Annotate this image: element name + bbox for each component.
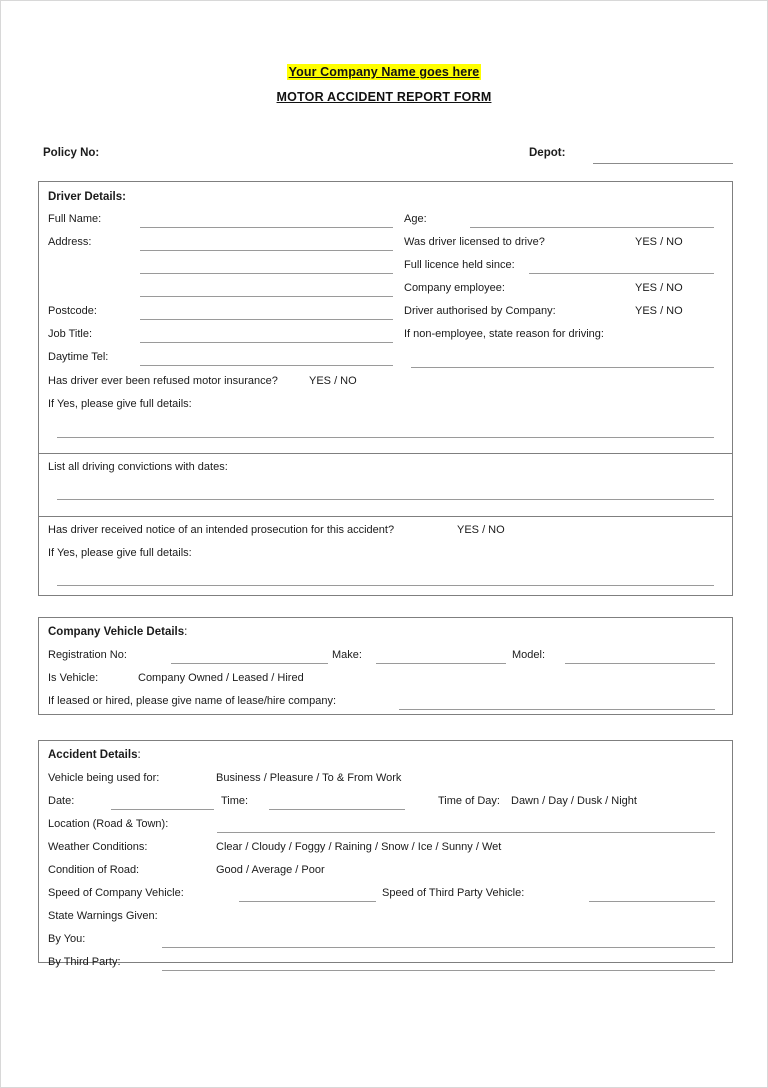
date-label: Date: xyxy=(48,795,75,807)
prosecution-details-line[interactable] xyxy=(57,585,714,586)
address-input-line-3[interactable] xyxy=(140,296,393,297)
location-label: Location (Road & Town): xyxy=(48,818,169,830)
daytime-tel-label: Daytime Tel: xyxy=(48,351,109,363)
postcode-label: Postcode: xyxy=(48,305,97,317)
lease-hire-company-label: If leased or hired, please give name of lease/hire company: xyxy=(48,695,336,707)
model-input-line[interactable] xyxy=(565,663,715,664)
by-third-party-input-line[interactable] xyxy=(162,970,715,971)
address-input-line-1[interactable] xyxy=(140,250,393,251)
full-name-label: Full Name: xyxy=(48,213,102,225)
licence-held-since-label: Full licence held since: xyxy=(404,259,515,271)
state-warnings-given-label: State Warnings Given: xyxy=(48,910,158,922)
company-vehicle-title-colon: : xyxy=(184,626,188,638)
registration-no-input-line[interactable] xyxy=(171,663,328,664)
address-input-line-2[interactable] xyxy=(140,273,393,274)
by-third-party-label: By Third Party: xyxy=(48,956,121,968)
form-title-text: MOTOR ACCIDENT REPORT FORM xyxy=(276,90,492,104)
refused-insurance-details-line[interactable] xyxy=(57,437,714,438)
company-vehicle-title xyxy=(48,626,187,638)
refused-insurance-details-label: If Yes, please give full details: xyxy=(48,398,192,410)
is-vehicle-label: Is Vehicle: xyxy=(48,672,99,684)
convictions-label: List all driving convictions with dates: xyxy=(48,461,228,473)
postcode-input-line[interactable] xyxy=(140,319,393,320)
document-header xyxy=(1,1,767,106)
job-title-input-line[interactable] xyxy=(140,342,393,343)
company-vehicle-details-box xyxy=(38,617,733,715)
lease-hire-company-input-line[interactable] xyxy=(399,709,715,710)
registration-no-label: Registration No: xyxy=(48,649,127,661)
speed-company-vehicle-label: Speed of Company Vehicle: xyxy=(48,887,184,899)
driver-authorised-yesno[interactable]: YES / NO xyxy=(635,305,683,317)
licensed-to-drive-yesno[interactable]: YES / NO xyxy=(635,236,683,248)
time-input-line[interactable] xyxy=(269,809,405,810)
company-name-heading xyxy=(1,63,767,81)
prosecution-details-label: If Yes, please give full details: xyxy=(48,547,192,559)
vehicle-used-for-label: Vehicle being used for: xyxy=(48,772,160,784)
daytime-tel-input-line[interactable] xyxy=(140,365,393,366)
by-you-input-line[interactable] xyxy=(162,947,715,948)
prosecution-yesno[interactable]: YES / NO xyxy=(457,524,505,536)
time-of-day-options[interactable]: Dawn / Day / Dusk / Night xyxy=(511,795,637,807)
road-condition-label: Condition of Road: xyxy=(48,864,140,876)
make-label: Make: xyxy=(332,649,362,661)
speed-company-vehicle-input-line[interactable] xyxy=(239,901,376,902)
address-label: Address: xyxy=(48,236,92,248)
speed-third-party-vehicle-input-line[interactable] xyxy=(589,901,715,902)
weather-conditions-options[interactable]: Clear / Cloudy / Foggy / Raining / Snow / Ice / Sunny / Wet xyxy=(216,841,502,853)
convictions-input-line[interactable] xyxy=(57,499,714,500)
policy-depot-row xyxy=(41,147,733,169)
location-input-line[interactable] xyxy=(217,832,715,833)
depot-label: Depot: xyxy=(529,147,566,159)
speed-third-party-vehicle-label: Speed of Third Party Vehicle: xyxy=(382,887,525,899)
driver-details-box xyxy=(38,181,733,596)
time-of-day-label: Time of Day: xyxy=(438,795,500,807)
refused-insurance-yesno[interactable]: YES / NO xyxy=(309,375,357,387)
driver-authorised-label: Driver authorised by Company: xyxy=(404,305,556,317)
company-name-text: Your Company Name goes here xyxy=(288,65,480,79)
refused-insurance-question: Has driver ever been refused motor insurance? xyxy=(48,375,278,387)
prosecution-question: Has driver received notice of an intended prosecution for this accident? xyxy=(48,524,395,536)
accident-details-title xyxy=(48,749,141,761)
full-name-input-line[interactable] xyxy=(140,227,393,228)
company-employee-yesno[interactable]: YES / NO xyxy=(635,282,683,294)
road-condition-options[interactable]: Good / Average / Poor xyxy=(216,864,325,876)
age-input-line[interactable] xyxy=(470,227,714,228)
policy-no-label: Policy No: xyxy=(43,147,100,159)
by-you-label: By You: xyxy=(48,933,86,945)
company-vehicle-title-text: Company Vehicle Details xyxy=(48,626,185,638)
driver-box-divider-1 xyxy=(39,453,732,454)
non-employee-reason-label: If non-employee, state reason for driving: xyxy=(404,328,604,340)
job-title-label: Job Title: xyxy=(48,328,93,340)
form-title-heading xyxy=(1,81,767,106)
accident-details-box xyxy=(38,740,733,968)
vehicle-used-for-options[interactable]: Business / Pleasure / To & From Work xyxy=(216,772,402,784)
time-label: Time: xyxy=(221,795,249,807)
accident-details-title-colon: : xyxy=(137,749,141,761)
is-vehicle-options[interactable]: Company Owned / Leased / Hired xyxy=(138,672,304,684)
non-employee-reason-input-line[interactable] xyxy=(411,367,714,368)
depot-input-line[interactable] xyxy=(593,163,733,164)
driver-details-title: Driver Details: xyxy=(48,191,126,203)
weather-conditions-label: Weather Conditions: xyxy=(48,841,148,853)
accident-details-title-text: Accident Details xyxy=(48,749,138,761)
licensed-to-drive-label: Was driver licensed to drive? xyxy=(404,236,545,248)
driver-box-divider-2 xyxy=(39,516,732,517)
company-employee-label: Company employee: xyxy=(404,282,505,294)
model-label: Model: xyxy=(512,649,546,661)
make-input-line[interactable] xyxy=(376,663,506,664)
age-label: Age: xyxy=(404,213,427,225)
licence-held-since-input-line[interactable] xyxy=(529,273,714,274)
date-input-line[interactable] xyxy=(111,809,214,810)
